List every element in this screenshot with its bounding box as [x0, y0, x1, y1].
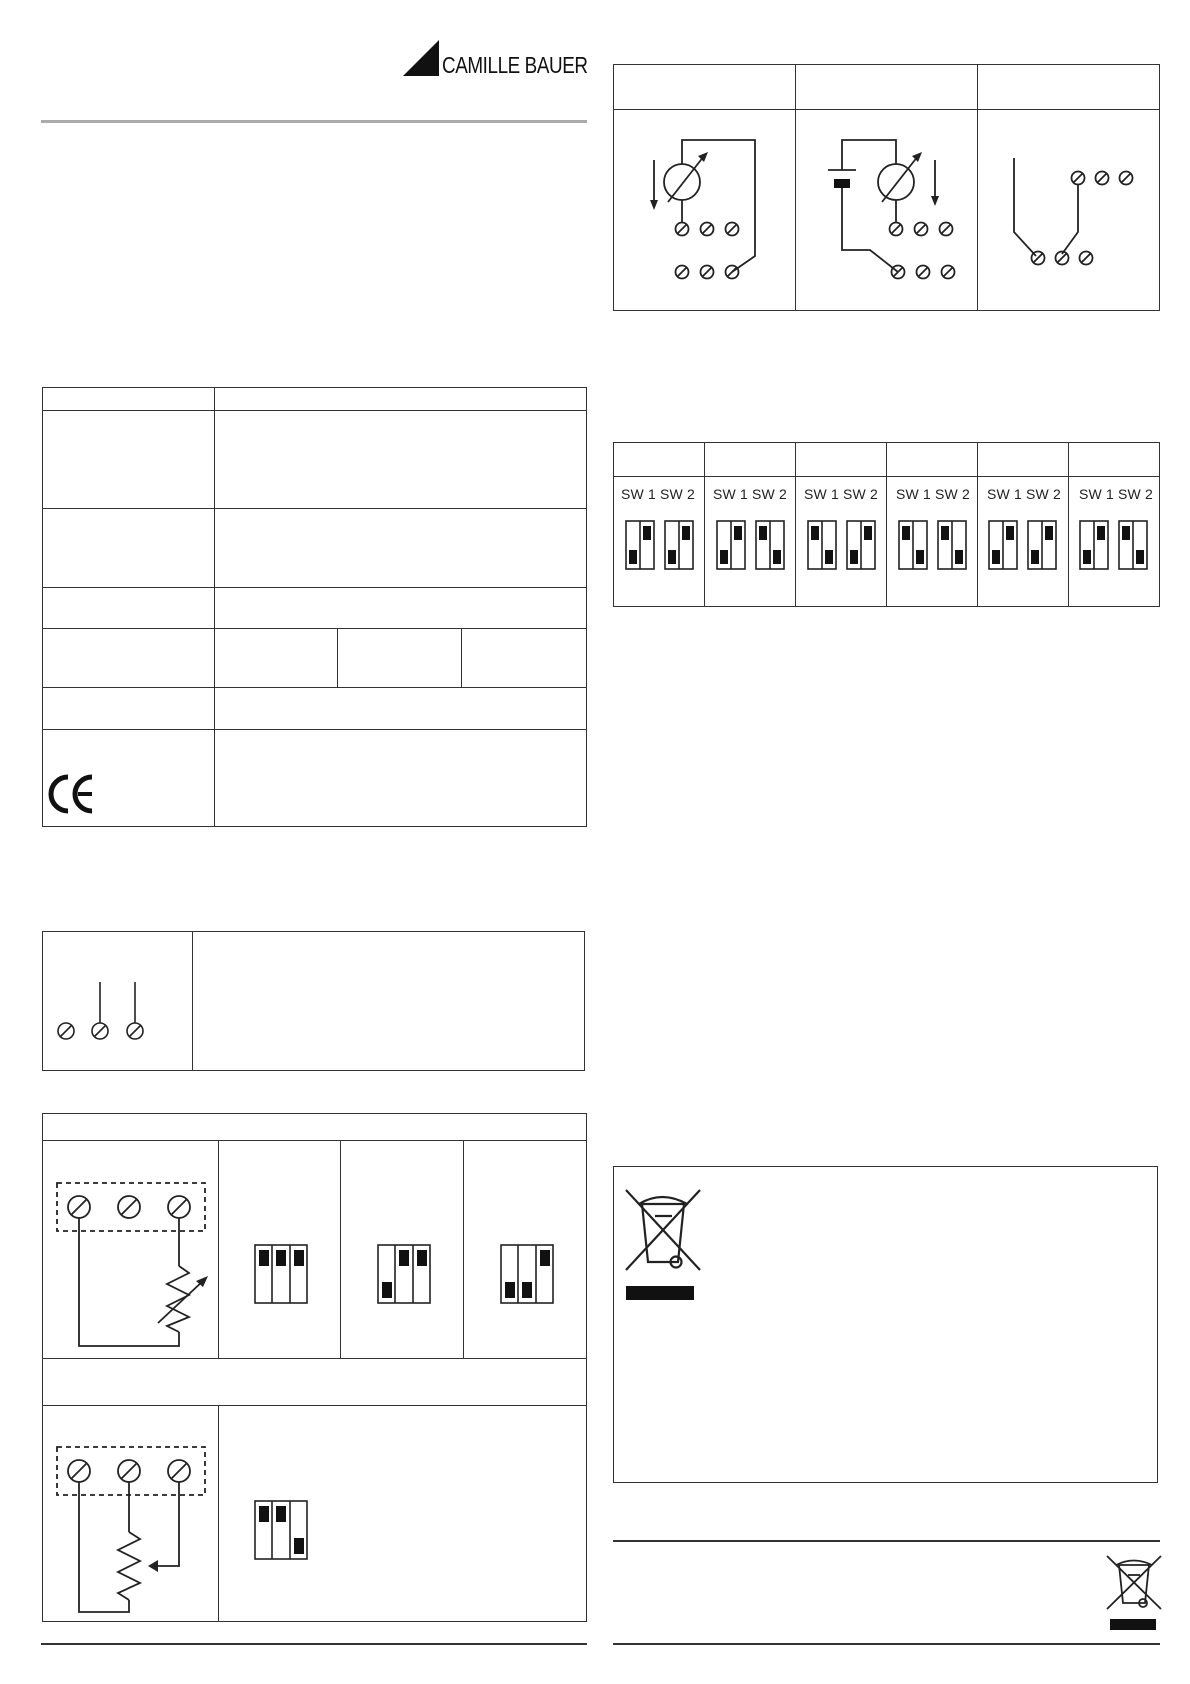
dip-switch-pair-icon	[1079, 520, 1149, 570]
spec-table-subcell-line	[461, 628, 462, 687]
footer-rule-bottom	[613, 1643, 1160, 1645]
dip-switch-3-icon	[377, 1244, 431, 1304]
spec-table-row-line	[42, 587, 587, 588]
terminal-table-divider	[192, 931, 193, 1071]
brand-name: CAMILLE BAUER	[442, 52, 588, 78]
terminal-diagram	[50, 980, 160, 1040]
weee-bin-small-icon	[1104, 1553, 1164, 1631]
sw1-label: SW 1	[1079, 486, 1115, 502]
rtd-three-wire-diagram	[54, 1444, 214, 1616]
rtd-table-row-line	[42, 1405, 587, 1406]
sw1-label: SW 1	[804, 486, 840, 502]
spec-table-row-line	[42, 410, 587, 411]
dip-switch-pair-icon	[898, 520, 968, 570]
dip-switch-3-icon	[254, 1500, 308, 1560]
dip-table-col-line	[704, 442, 705, 607]
rtd-table-col-line	[218, 1140, 219, 1358]
output-table-col-line	[795, 64, 796, 311]
footer-rule-top	[613, 1540, 1160, 1542]
sw2-label: SW 2	[1118, 486, 1154, 502]
spec-table-row-line	[42, 508, 587, 509]
output-table-row-line	[613, 109, 1160, 110]
sw1-label: SW 1	[713, 486, 749, 502]
dip-switch-3-icon	[500, 1244, 554, 1304]
spec-table-row-line	[42, 729, 587, 730]
spec-table-subcell-line	[337, 628, 338, 687]
ce-mark-icon	[46, 774, 96, 814]
dip-table-col-line	[1068, 442, 1069, 607]
dip-switch-pair-icon	[625, 520, 695, 570]
spec-table-row-line	[42, 628, 587, 629]
dip-switch-3-icon	[254, 1244, 308, 1304]
sw1-label: SW 1	[987, 486, 1023, 502]
sw1-label: SW 1	[621, 486, 657, 502]
rtd-table-col-line	[463, 1140, 464, 1358]
sw2-label: SW 2	[843, 486, 879, 502]
rtd-table-col-line	[218, 1405, 219, 1622]
sw2-label: SW 2	[935, 486, 971, 502]
rtd-table-col-line	[340, 1140, 341, 1358]
dip-table-col-line	[977, 442, 978, 607]
dip-switch-pair-icon	[988, 520, 1058, 570]
brand-logo-triangle-icon	[403, 40, 439, 76]
output-table-col-line	[977, 64, 978, 311]
dip-switch-pair-icon	[807, 520, 877, 570]
sw2-label: SW 2	[752, 486, 788, 502]
dip-table-col-line	[886, 442, 887, 607]
rtd-table-row-line	[42, 1140, 587, 1141]
sw2-label: SW 2	[660, 486, 696, 502]
sw1-label: SW 1	[896, 486, 932, 502]
spec-table-row-line	[42, 687, 587, 688]
header-rule	[41, 120, 587, 123]
voltage-output-diagram	[820, 130, 960, 290]
dip-table-col-line	[795, 442, 796, 607]
rtd-two-wire-diagram	[54, 1180, 214, 1350]
current-output-diagram	[640, 130, 770, 290]
dip-switch-pair-icon	[716, 520, 786, 570]
relay-output-diagram	[1000, 150, 1140, 270]
spec-table	[42, 387, 587, 827]
sw2-label: SW 2	[1026, 486, 1062, 502]
rtd-table-row-line	[42, 1358, 587, 1359]
weee-bin-icon	[622, 1186, 706, 1302]
spec-table-divider	[214, 387, 215, 827]
footer-rule-left	[41, 1643, 587, 1645]
